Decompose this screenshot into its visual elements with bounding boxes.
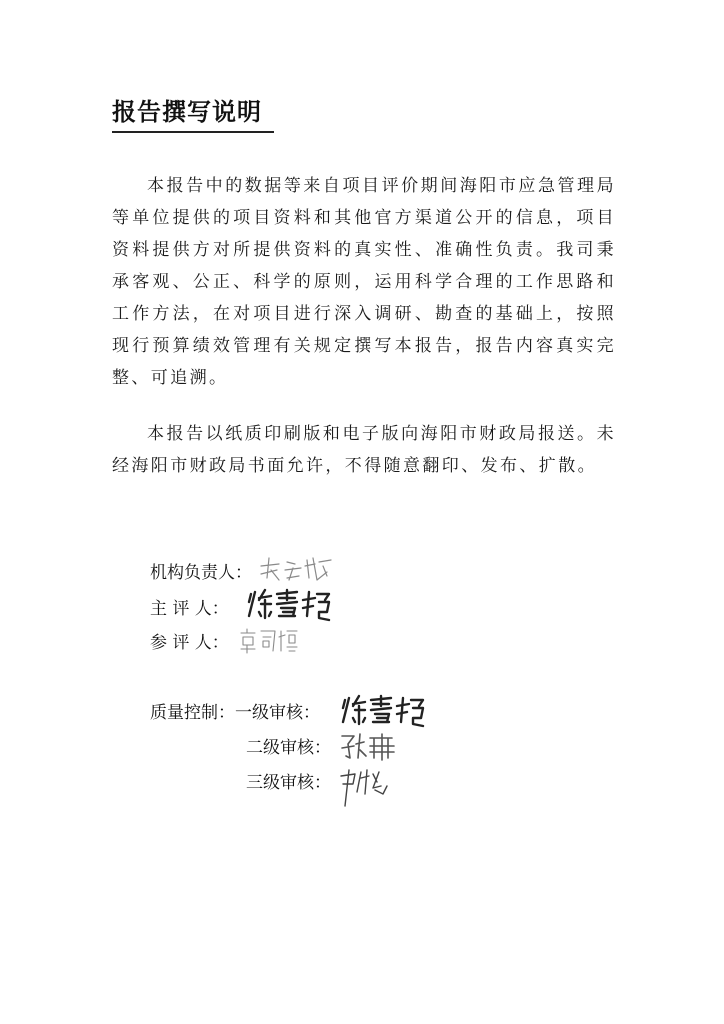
chief-reviewer-row — [150, 594, 229, 624]
page-title: 报告撰写说明 — [112, 98, 262, 126]
title-underline — [112, 131, 274, 133]
reviewer-row — [150, 628, 229, 658]
org-head-row — [150, 558, 252, 588]
level3-review-row — [246, 768, 331, 798]
paragraph-data-source: 本报告中的数据等来自项目评价期间海阳市应急管理局等单位提供的项目资料和其他官方渠道公开的信息，项目资料提供方对所提供资料的真实性、准确性负责。我司秉承客观、公正、科学的原则，运用科学合理的工作思路和工作方法，在对项目进行深入调研、勘查的基础上，按照现行预算绩效管理有关规定撰写本报告，报告内容真实完整、可追溯。 — [112, 176, 616, 388]
org-head-signature — [257, 552, 337, 586]
quality-control-label: 质量控制： — [150, 703, 235, 723]
paragraph-distribution: 本报告以纸质印刷版和电子版向海阳市财政局报送。未经海阳市财政局书面允许，不得随意翻印、发布、扩散。 — [112, 424, 616, 476]
level3-review-label: 三级审核： — [246, 773, 331, 793]
level3-signature — [337, 764, 391, 810]
org-head-label: 机构负责人： — [150, 563, 252, 583]
quality-control-row — [150, 698, 320, 728]
reviewer-label: 参 评 人： — [150, 633, 229, 653]
level2-review-row — [246, 733, 331, 763]
chief-reviewer-label: 主 评 人： — [150, 599, 229, 619]
reviewer-signature — [237, 625, 301, 655]
level2-review-label: 二级审核： — [246, 738, 331, 758]
level1-review-label: 一级审核： — [235, 703, 320, 723]
level1-signature — [339, 692, 425, 730]
chief-reviewer-signature — [245, 586, 331, 624]
level2-signature — [338, 730, 398, 762]
